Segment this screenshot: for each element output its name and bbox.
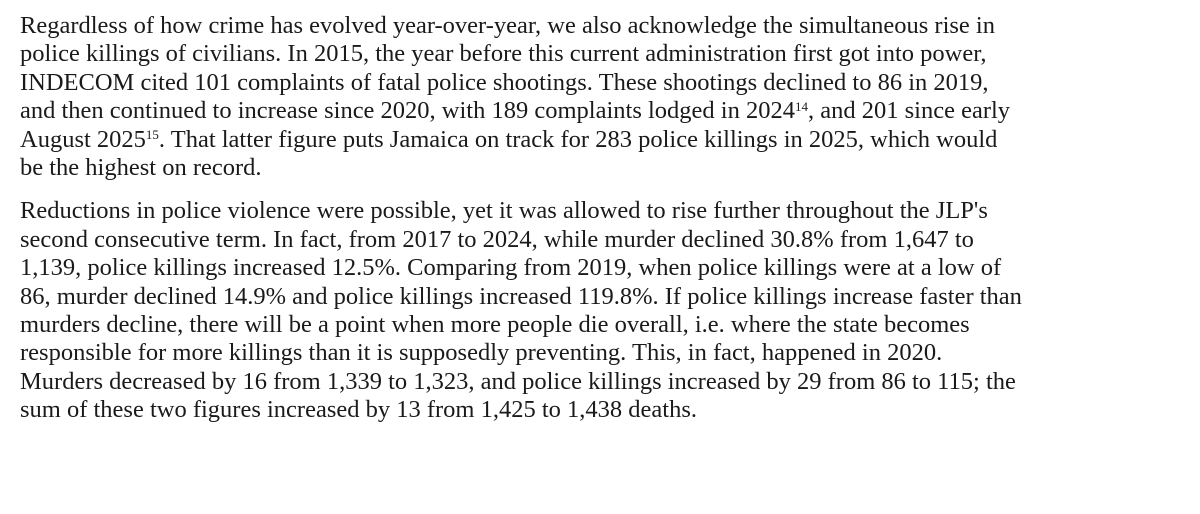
text-line: INDECOM cited 101 complaints of fatal police shootings. These shootings declined to 86 in 2019, bbox=[20, 68, 989, 96]
text-line: Reductions in police violence were possible, yet it was allowed to rise further throughout the JLP's bbox=[20, 197, 988, 225]
paragraph-police-violence-reductions bbox=[20, 197, 1190, 424]
text-line bbox=[20, 126, 1190, 154]
text-line: 86, murder declined 14.9% and police killings increased 119.8%. If police killings increase faster than bbox=[20, 282, 1022, 310]
text-segment: , and 201 since early bbox=[808, 97, 1011, 125]
text-line: responsible for more killings than it is supposedly preventing. This, in fact, happened in 2020. bbox=[20, 339, 943, 367]
text-segment: August 2025 bbox=[20, 125, 146, 153]
text-line: sum of these two figures increased by 13 from 1,425 to 1,438 deaths. bbox=[20, 396, 698, 424]
footnote-ref-15[interactable]: 15 bbox=[145, 127, 159, 143]
document-body bbox=[20, 12, 1190, 424]
text-line bbox=[20, 97, 1190, 125]
footnote-ref-14[interactable]: 14 bbox=[795, 99, 808, 115]
text-line: police killings of civilians. In 2015, the year before this current administration first got into power, bbox=[20, 40, 987, 68]
text-segment: . That latter figure puts Jamaica on track for 283 police killings in 2025, which would bbox=[158, 125, 998, 153]
paragraph-police-killings-rise bbox=[20, 12, 1190, 182]
text-line: 1,139, police killings increased 12.5%. Comparing from 2019, when police killings were at a low of bbox=[20, 254, 1002, 282]
text-line: Murders decreased by 16 from 1,339 to 1,323, and police killings increased by 29 from 86 to 115; the bbox=[20, 367, 1016, 395]
text-line: be the highest on record. bbox=[20, 153, 262, 181]
text-segment: and then continued to increase since 2020, with 189 complaints lodged in 2024 bbox=[20, 97, 795, 125]
text-line: Regardless of how crime has evolved year-over-year, we also acknowledge the simultaneous rise in bbox=[20, 12, 995, 39]
text-line: murders decline, there will be a point when more people die overall, i.e. where the state becomes bbox=[20, 310, 970, 338]
text-line: second consecutive term. In fact, from 2017 to 2024, while murder declined 30.8% from 1,647 to bbox=[20, 225, 974, 253]
